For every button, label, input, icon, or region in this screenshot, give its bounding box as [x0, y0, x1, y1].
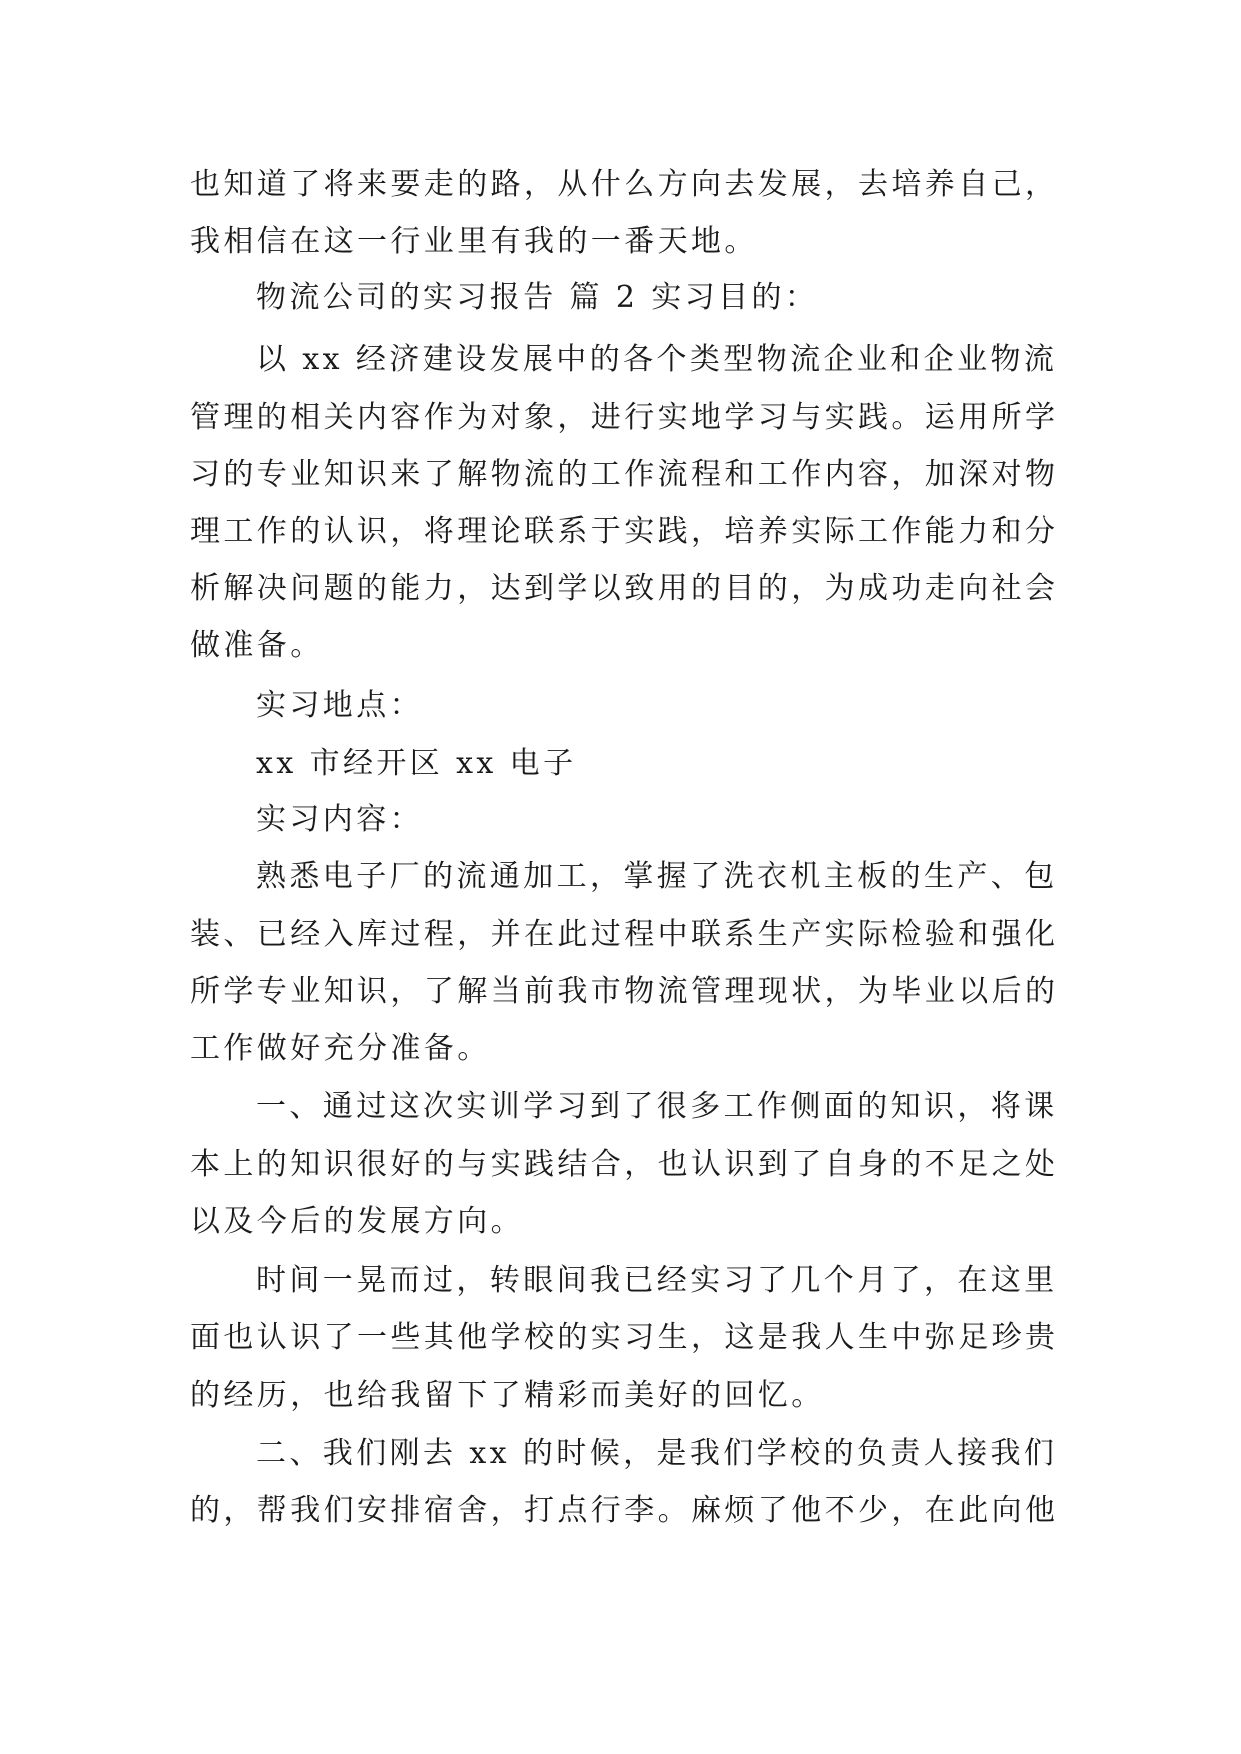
text-line: 面也认识了一些其他学校的实习生，这是我人生中弥足珍贵 [190, 1320, 1059, 1355]
text-line: 装、已经入库过程，并在此过程中联系生产实际检验和强化 [190, 917, 1059, 952]
text-line: 熟悉电子厂的流通加工，掌握了洗衣机主板的生产、包 [256, 859, 1058, 894]
text-line: 工作做好充分准备。 [190, 1031, 491, 1066]
text-line: 时间一晃而过，转眼间我已经实习了几个月了，在这里 [256, 1263, 1058, 1298]
text-line: 析解决问题的能力，达到学以致用的目的，为成功走向社会 [190, 571, 1059, 606]
text-line: 以及今后的发展方向。 [190, 1204, 524, 1239]
text-line: xx 市经开区 xx 电子 [256, 746, 577, 781]
text-line: 管理的相关内容作为对象，进行实地学习与实践。运用所学 [190, 400, 1059, 435]
text-line: 所学专业知识，了解当前我市物流管理现状，为毕业以后的 [190, 974, 1059, 1009]
text-line: 的，帮我们安排宿舍，打点行李。麻烦了他不少，在此向他 [190, 1493, 1059, 1528]
section-heading: 物流公司的实习报告 篇 2 实习目的： [256, 280, 819, 315]
text-line: 理工作的认识，将理论联系于实践，培养实际工作能力和分 [190, 514, 1059, 549]
text-line: 一、通过这次实训学习到了很多工作侧面的知识，将课 [256, 1089, 1058, 1124]
text-line: 我相信在这一行业里有我的一番天地。 [190, 224, 758, 259]
text-line: 习的专业知识来了解物流的工作流程和工作内容，加深对物 [190, 457, 1059, 492]
subheading: 实习内容： [256, 802, 423, 837]
text-line: 二、我们刚去 xx 的时候，是我们学校的负责人接我们 [256, 1436, 1058, 1471]
text-line: 也知道了将来要走的路，从什么方向去发展，去培养自己， [190, 167, 1059, 202]
subheading: 实习地点： [256, 688, 423, 723]
text-line: 以 xx 经济建设发展中的各个类型物流企业和企业物流 [256, 342, 1058, 377]
text-line: 的经历，也给我留下了精彩而美好的回忆。 [190, 1378, 825, 1413]
text-line: 本上的知识很好的与实践结合，也认识到了自身的不足之处 [190, 1147, 1059, 1182]
text-line: 做准备。 [190, 628, 324, 663]
